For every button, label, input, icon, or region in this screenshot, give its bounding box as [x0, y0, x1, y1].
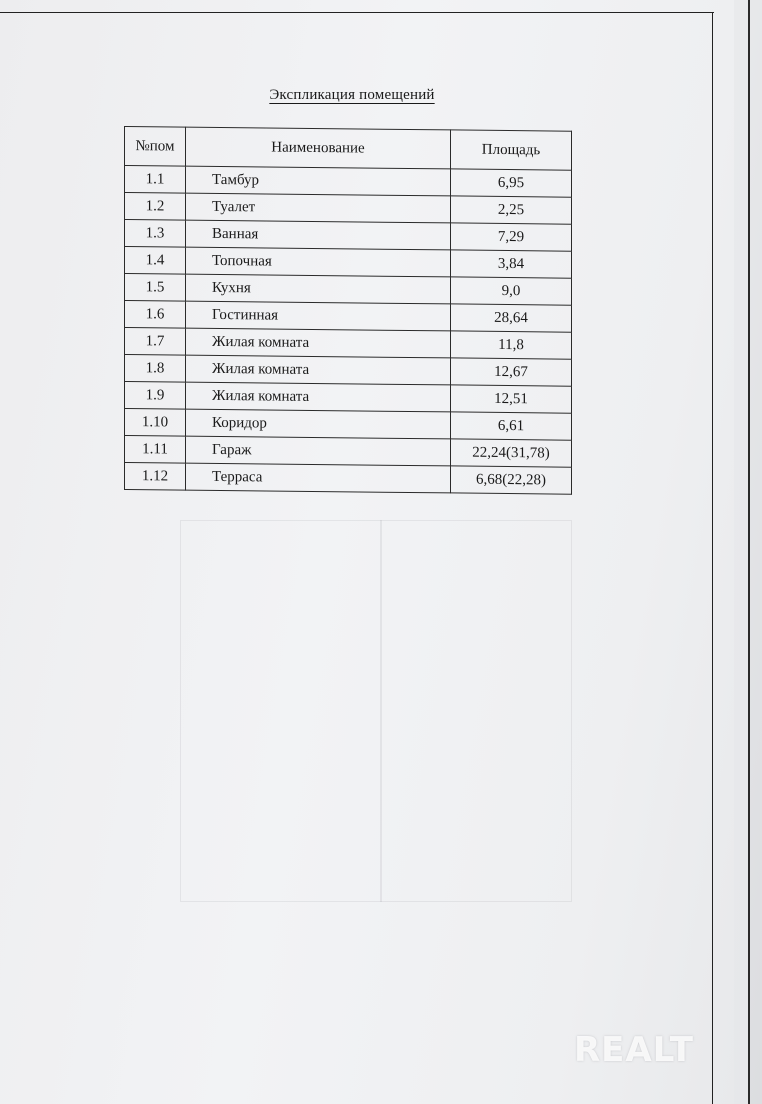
room-number: 1.12 [125, 463, 186, 491]
show-through-lines [180, 520, 382, 902]
room-number: 1.8 [125, 355, 186, 383]
room-number: 1.3 [125, 220, 186, 248]
rooms-table-wrapper [124, 126, 580, 495]
room-area: 6,68(22,28) [451, 466, 572, 494]
rooms-table [124, 126, 572, 495]
room-number: 1.11 [125, 436, 186, 464]
room-name: Кухня [186, 274, 451, 304]
room-area: 6,61 [451, 412, 572, 440]
room-area: 22,24(31,78) [451, 439, 572, 467]
room-number: 1.5 [125, 274, 186, 302]
room-number: 1.6 [125, 301, 186, 329]
frame-border-right [712, 12, 713, 1104]
room-area: 7,29 [451, 223, 572, 251]
room-name: Жилая комната [186, 355, 451, 385]
room-name: Терраса [186, 463, 451, 493]
room-area: 2,25 [451, 196, 572, 224]
room-number: 1.4 [125, 247, 186, 275]
column-header-number: №пом [125, 127, 186, 167]
room-name: Гараж [186, 436, 451, 466]
room-name: Коридор [186, 409, 451, 439]
room-number: 1.1 [125, 166, 186, 194]
room-number: 1.2 [125, 193, 186, 221]
realt-watermark: REALT [574, 1030, 694, 1070]
room-area: 28,64 [451, 304, 572, 332]
room-area: 12,51 [451, 385, 572, 413]
show-through-lines [380, 520, 572, 902]
room-area: 3,84 [451, 250, 572, 278]
document-title: Экспликация помещений [269, 87, 435, 103]
table-row [125, 463, 572, 495]
room-number: 1.9 [125, 382, 186, 410]
room-area: 6,95 [451, 169, 572, 197]
room-name: Туалет [186, 193, 451, 223]
room-area: 9,0 [451, 277, 572, 305]
room-name: Тамбур [186, 166, 451, 196]
room-name: Жилая комната [186, 328, 451, 358]
room-number: 1.10 [125, 409, 186, 437]
room-number: 1.7 [125, 328, 186, 356]
room-name: Ванная [186, 220, 451, 250]
room-area: 12,67 [451, 358, 572, 386]
room-name: Жилая комната [186, 382, 451, 412]
frame-border-top [0, 12, 714, 13]
room-area: 11,8 [451, 331, 572, 359]
column-header-area: Площадь [451, 130, 572, 170]
room-name: Топочная [186, 247, 451, 277]
room-name: Гостинная [186, 301, 451, 331]
table-header-row [125, 127, 572, 171]
column-header-name: Наименование [186, 127, 451, 169]
